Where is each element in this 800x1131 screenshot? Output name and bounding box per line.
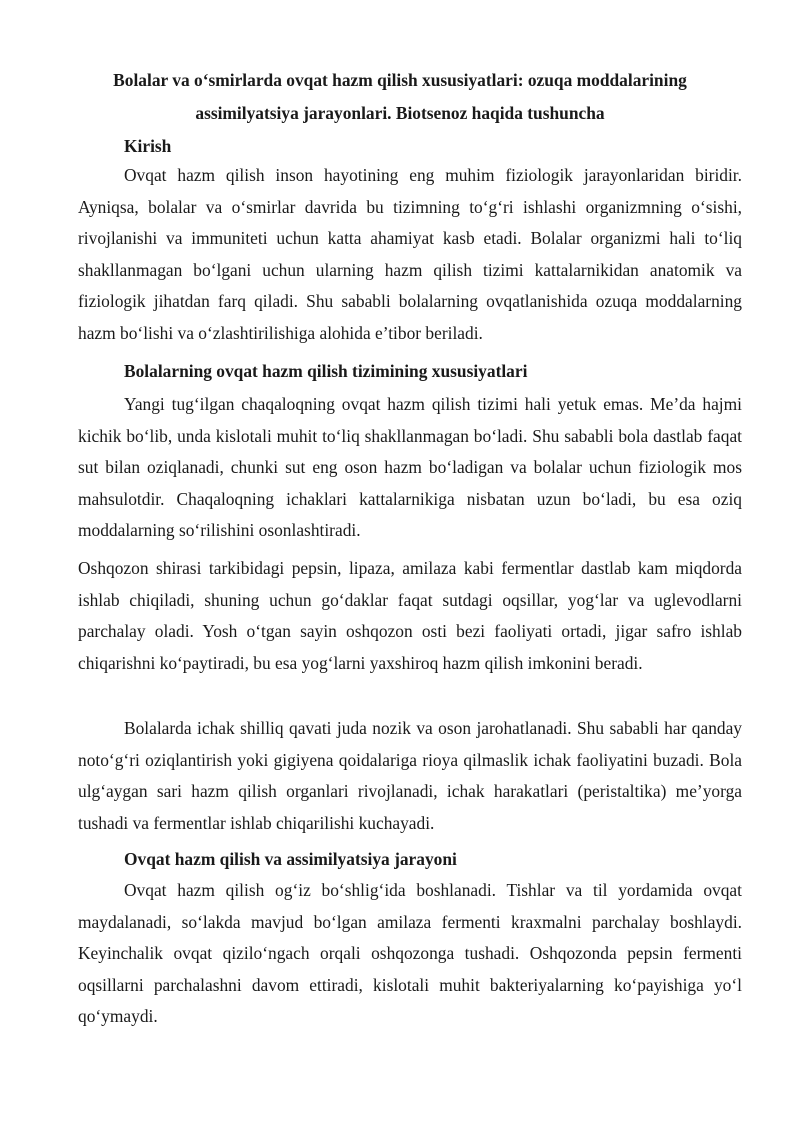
paragraph-assimilation: Ovqat hazm qilish og‘iz bo‘shlig‘ida boshlanadi. Tishlar va til yordamida ovqat maydalanadi, so‘lakda mavjud bo‘lgan amilaza fermenti kraxmalni parchalay boshlaydi. Keyinchalik ovqat qizilo‘ngach orqali oshqozonga tushadi. Oshqozonda pepsin fermenti oqsillarni parchalashni davom ettiradi, kislotali muhit bakteriyalarning ko‘payishiga yo‘l qo‘ymaydi. — [78, 880, 742, 1027]
section-heading-intro: Kirish — [124, 136, 172, 156]
paragraph-features-3: Bolalarda ichak shilliq qavati juda nozik va oson jarohatlanadi. Shu sababli har qanday noto‘g‘ri oziqlantirish yoki gigiyena qoidalariga rioya qilmaslik ichak faoliyatini buzadi. Bola ulg‘aygan sari hazm qilish organlari rivojlanadi, ichak harakatlari (peristaltika) me’yorga tushadi va fermentlar ishlab chiqarilishi kuchayadi. — [78, 718, 742, 833]
section-heading-features: Bolalarning ovqat hazm qilish tizimining xususiyatlari — [124, 361, 528, 381]
section-heading-assimilation: Ovqat hazm qilish va assimilyatsiya jarayoni — [124, 849, 457, 869]
document-title: Bolalar va o‘smirlarda ovqat hazm qilish xususiyatlari: ozuqa moddalarining assimilyatsiya jarayonlari. Biotsenoz haqida tushuncha — [113, 70, 687, 123]
paragraph-intro: Ovqat hazm qilish inson hayotining eng muhim fiziologik jarayonlaridan biridir. Ayniqsa, bolalar va o‘smirlar davrida bu tizimning to‘g‘ri ishlashi organizmning o‘sishi, rivojlanishi va immuniteti uchun katta ahamiyat kasb etadi. Bolalar organizmi hali to‘liq shakllanmagan bo‘lgani uchun ularning hazm qilish tizimi kattalarnikidan anatomik va fiziologik jihatdan farq qiladi. Shu sababli bolalarning ovqatlanishida ozuqa moddalarning hazm bo‘lishi va o‘zlashtirilishiga alohida e’tibor beriladi. — [78, 165, 742, 343]
paragraph-features-2: Oshqozon shirasi tarkibidagi pepsin, lipaza, amilaza kabi fermentlar dastlab kam miqdorda ishlab chiqiladi, shuning uchun go‘daklar faqat sutdagi oqsillar, yog‘lar va uglevodlarni parchalay oladi. Yosh o‘tgan sayin oshqozon osti bezi faoliyati ortadi, jigar safro ishlab chiqarishni ko‘paytiradi, bu esa yog‘larni yaxshiroq hazm qilish imkonini beradi. — [78, 558, 742, 673]
paragraph-features-1: Yangi tug‘ilgan chaqaloqning ovqat hazm qilish tizimi hali yetuk emas. Me’da hajmi kichik bo‘lib, unda kislotali muhit to‘liq shakllanmagan bo‘ladi. Shu sababli bola dastlab faqat sut bilan oziqlanadi, chunki sut eng oson hazm bo‘ladigan va bolalar uchun fiziologik mos mahsulotdir. Chaqaloqning ichaklari kattalarnikiga nisbatan uzun bo‘ladi, bu esa oziq moddalarning so‘rilishini osonlashtiradi. — [78, 394, 742, 541]
